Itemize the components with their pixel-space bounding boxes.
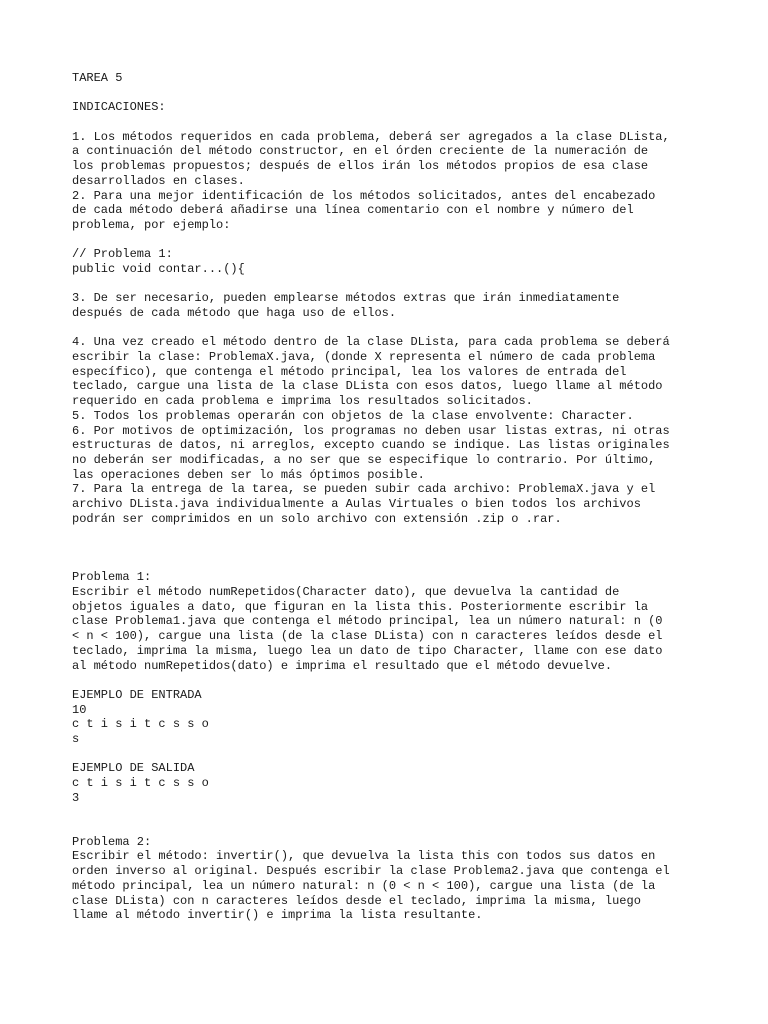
text-line: teclado, imprima la misma, luego lea un dato de tipo Character, llame con ese dato	[72, 643, 663, 658]
text-line: problema, por ejemplo:	[72, 217, 231, 232]
text-line: método principal, lea un número natural: n (0 < n < 100), cargue una lista (de la	[72, 878, 656, 893]
text-line: 3	[72, 790, 80, 805]
text-line: 1. Los métodos requeridos en cada problema, deberá ser agregados a la clase DLista,	[72, 129, 670, 144]
text-line: requerido en cada problema e imprima los resultados solicitados.	[72, 394, 533, 409]
text-line: no deberán ser modificadas, a no ser que se especifique lo contrario. Por último,	[72, 452, 656, 467]
blank-line	[72, 115, 712, 130]
text-line: public void contar...(){	[72, 261, 245, 276]
text-line: EJEMPLO DE ENTRADA	[72, 687, 202, 702]
text-line: 6. Por motivos de optimización, los programas no deben usar listas extras, ni otras	[72, 423, 670, 438]
text-line: c t i s i t c s s o	[72, 776, 209, 790]
text-line: Escribir el método: invertir(), que devuelva la lista this con todos sus datos en	[72, 849, 656, 864]
text-line: específico), que contenga el método principal, lea los valores de entrada del	[72, 364, 627, 379]
text-line: 2. Para una mejor identificación de los métodos solicitados, antes del encabezado	[72, 188, 656, 203]
blank-line	[72, 86, 712, 101]
text-line: Problema 1:	[72, 570, 152, 585]
blank-line	[72, 541, 712, 556]
blank-line	[72, 526, 712, 541]
document-body	[72, 71, 712, 923]
text-line: 7. Para la entrega de la tarea, se pueden subir cada archivo: ProblemaX.java y el	[72, 482, 656, 497]
text-line: llame al método invertir() e imprima la lista resultante.	[72, 908, 483, 923]
text-line: TAREA 5	[72, 71, 123, 85]
blank-line	[72, 805, 712, 820]
text-line: orden inverso al original. Después escribir la clase Problema2.java que contenga el	[72, 864, 670, 879]
text-line: 5. Todos los problemas operarán con objetos de la clase envolvente: Character.	[72, 408, 634, 423]
text-line: las operaciones deben ser lo más óptimos posible.	[72, 467, 425, 482]
blank-line	[72, 277, 712, 292]
text-line: // Problema 1:	[72, 247, 173, 262]
text-line: clase Problema1.java que contenga el método principal, lea un número natural: n (0	[72, 614, 663, 629]
text-line: estructuras de datos, ni arreglos, excepto cuando se indique. Las listas originales	[72, 438, 670, 453]
text-line: archivo DLista.java individualmente a Aulas Virtuales o bien todos los archivos	[72, 496, 641, 511]
text-line: al método numRepetidos(dato) e imprima el resultado que el método devuelve.	[72, 658, 613, 673]
blank-line	[72, 556, 712, 571]
text-line: teclado, cargue una lista de la clase DLista con esos datos, luego llame al método	[72, 379, 663, 394]
text-line: EJEMPLO DE SALIDA	[72, 761, 195, 776]
text-line: Problema 2:	[72, 834, 152, 849]
text-line: de cada método deberá añadirse una línea comentario con el nombre y número del	[72, 203, 634, 218]
text-line: c t i s i t c s s o	[72, 717, 209, 732]
text-line: escribir la clase: ProblemaX.java, (donde X representa el número de cada problema	[72, 350, 656, 365]
text-line: los problemas propuestos; después de ellos irán los métodos propios de esa clase	[72, 159, 649, 174]
text-line: Escribir el método numRepetidos(Character dato), que devuelva la cantidad de	[72, 585, 620, 600]
text-line: desarrollados en clases.	[72, 173, 245, 188]
text-line: después de cada método que haga uso de ellos.	[72, 306, 397, 320]
text-line: s	[72, 731, 80, 746]
blank-line	[72, 673, 712, 688]
blank-line	[72, 233, 712, 248]
text-line: INDICACIONES:	[72, 100, 166, 115]
text-line: a continuación del método constructor, en el órden creciente de la numeración de	[72, 144, 649, 159]
text-line: objetos iguales a dato, que figuran en la lista this. Posteriormente escribir la	[72, 599, 649, 614]
blank-line	[72, 820, 712, 835]
text-line: 10	[72, 702, 87, 717]
blank-line	[72, 321, 712, 336]
text-line: < n < 100), cargue una lista (de la clase DLista) con n caracteres leídos desde el	[72, 629, 663, 644]
text-line: 4. Una vez creado el método dentro de la clase DLista, para cada problema se deberá	[72, 335, 670, 350]
blank-line	[72, 747, 712, 762]
text-line: podrán ser comprimidos en un solo archivo con extensión .zip o .rar.	[72, 511, 562, 526]
text-line: clase DLista) con n caracteres leídos desde el teclado, imprima la misma, luego	[72, 893, 641, 908]
text-line: 3. De ser necesario, pueden emplearse métodos extras que irán inmediatamente	[72, 291, 620, 306]
